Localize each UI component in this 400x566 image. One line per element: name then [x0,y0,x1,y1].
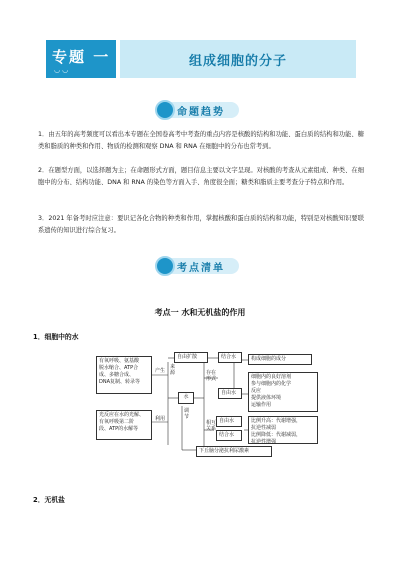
subheading-water: 1．细胞中的水 [33,333,79,341]
label-use: 利用 [155,416,166,422]
adh-secretion-box: 下丘脑分泌抗利尿激素 [196,446,272,457]
label-relation: 相互 关系 [206,420,217,432]
bound-water-box-2: 结合水 [216,430,242,441]
subheading-inorganic-salt: 2．无机盐 [33,496,65,504]
label-existence-form: 存在 形式 [206,370,217,382]
paragraph-1: 1．由五年的高考频度可以看出本专题在全国卷高考中考查的重点内容是核酸的结构和功能、蛋白质的结构和功能、糖类和脂质的种类和作用、物质的检测和观察 DNA 和 RNA 在细胞中的分布也常考到。 [38,131,364,150]
water-center-node: 水 [178,392,194,404]
paragraph-2: 2．在题型方面，以选择题为主；在命题形式方面，题目信息主要以文字呈现。对核酸的考查从元素组成、种类、在细胞中的分布、结构功能、DNA 和 RNA 的染色等方面入手、角度很全面；糖类和脂质主要考查分子特点和作用。 [38,167,364,186]
trend-badge [155,100,245,120]
label-produce: 产生 [155,368,166,374]
water-production-processes: 有氧呼吸、氨基酸 脱水缩合、ATP合 成、多糖合成、 DNA复制、转录等 [96,356,152,394]
paragraph-3: 3．2021 年备考时应注意：要识记各化合物的种类和作用，掌握核酸和蛋白质的结构和功能，特别是对核酸知识要联系遗传的知识进行综合复习。 [38,215,364,234]
badge-dot-icon [155,256,175,276]
page-title: 组成细胞的分子 [188,54,287,69]
free-water-box: 自由水 [218,388,242,399]
free-water-box-2: 自由水 [216,416,242,427]
badge-dot-icon [155,100,175,120]
topic-label-block [46,40,116,78]
water-concept-diagram [96,350,322,460]
trend-badge-label: 命题趋势 [177,107,225,118]
free-diffusion-box: 自由扩散 [174,352,208,363]
ratio-effect-box: 比例升高：代谢增强， 抗逆性减弱 比例降低：代谢减弱， 抗逆性增强 [248,416,318,444]
topic-decoration: ◡◡ [54,66,71,74]
bound-water-function-box: 构成细胞的成分 [248,354,312,365]
topic-label: 专题 一 [52,48,111,66]
topic-banner [46,40,356,78]
label-regulate: 调节 [184,408,190,420]
kaodian-title: 考点一 水和无机盐的作用 [154,308,246,317]
bound-water-box: 结合水 [218,352,242,363]
free-water-function-box: 细胞内的良好溶剂 参与细胞内的化学 反应 提供液体环境 运输作用 [248,372,318,412]
list-badge-label: 考点清单 [177,263,225,274]
label-source: 来源 [170,364,176,376]
topic-title-block [120,40,356,78]
water-consumption-processes: 光反应在水的光解、 有氧呼吸第二阶 段、ATP的水解等 [96,410,152,440]
list-badge [155,256,245,276]
